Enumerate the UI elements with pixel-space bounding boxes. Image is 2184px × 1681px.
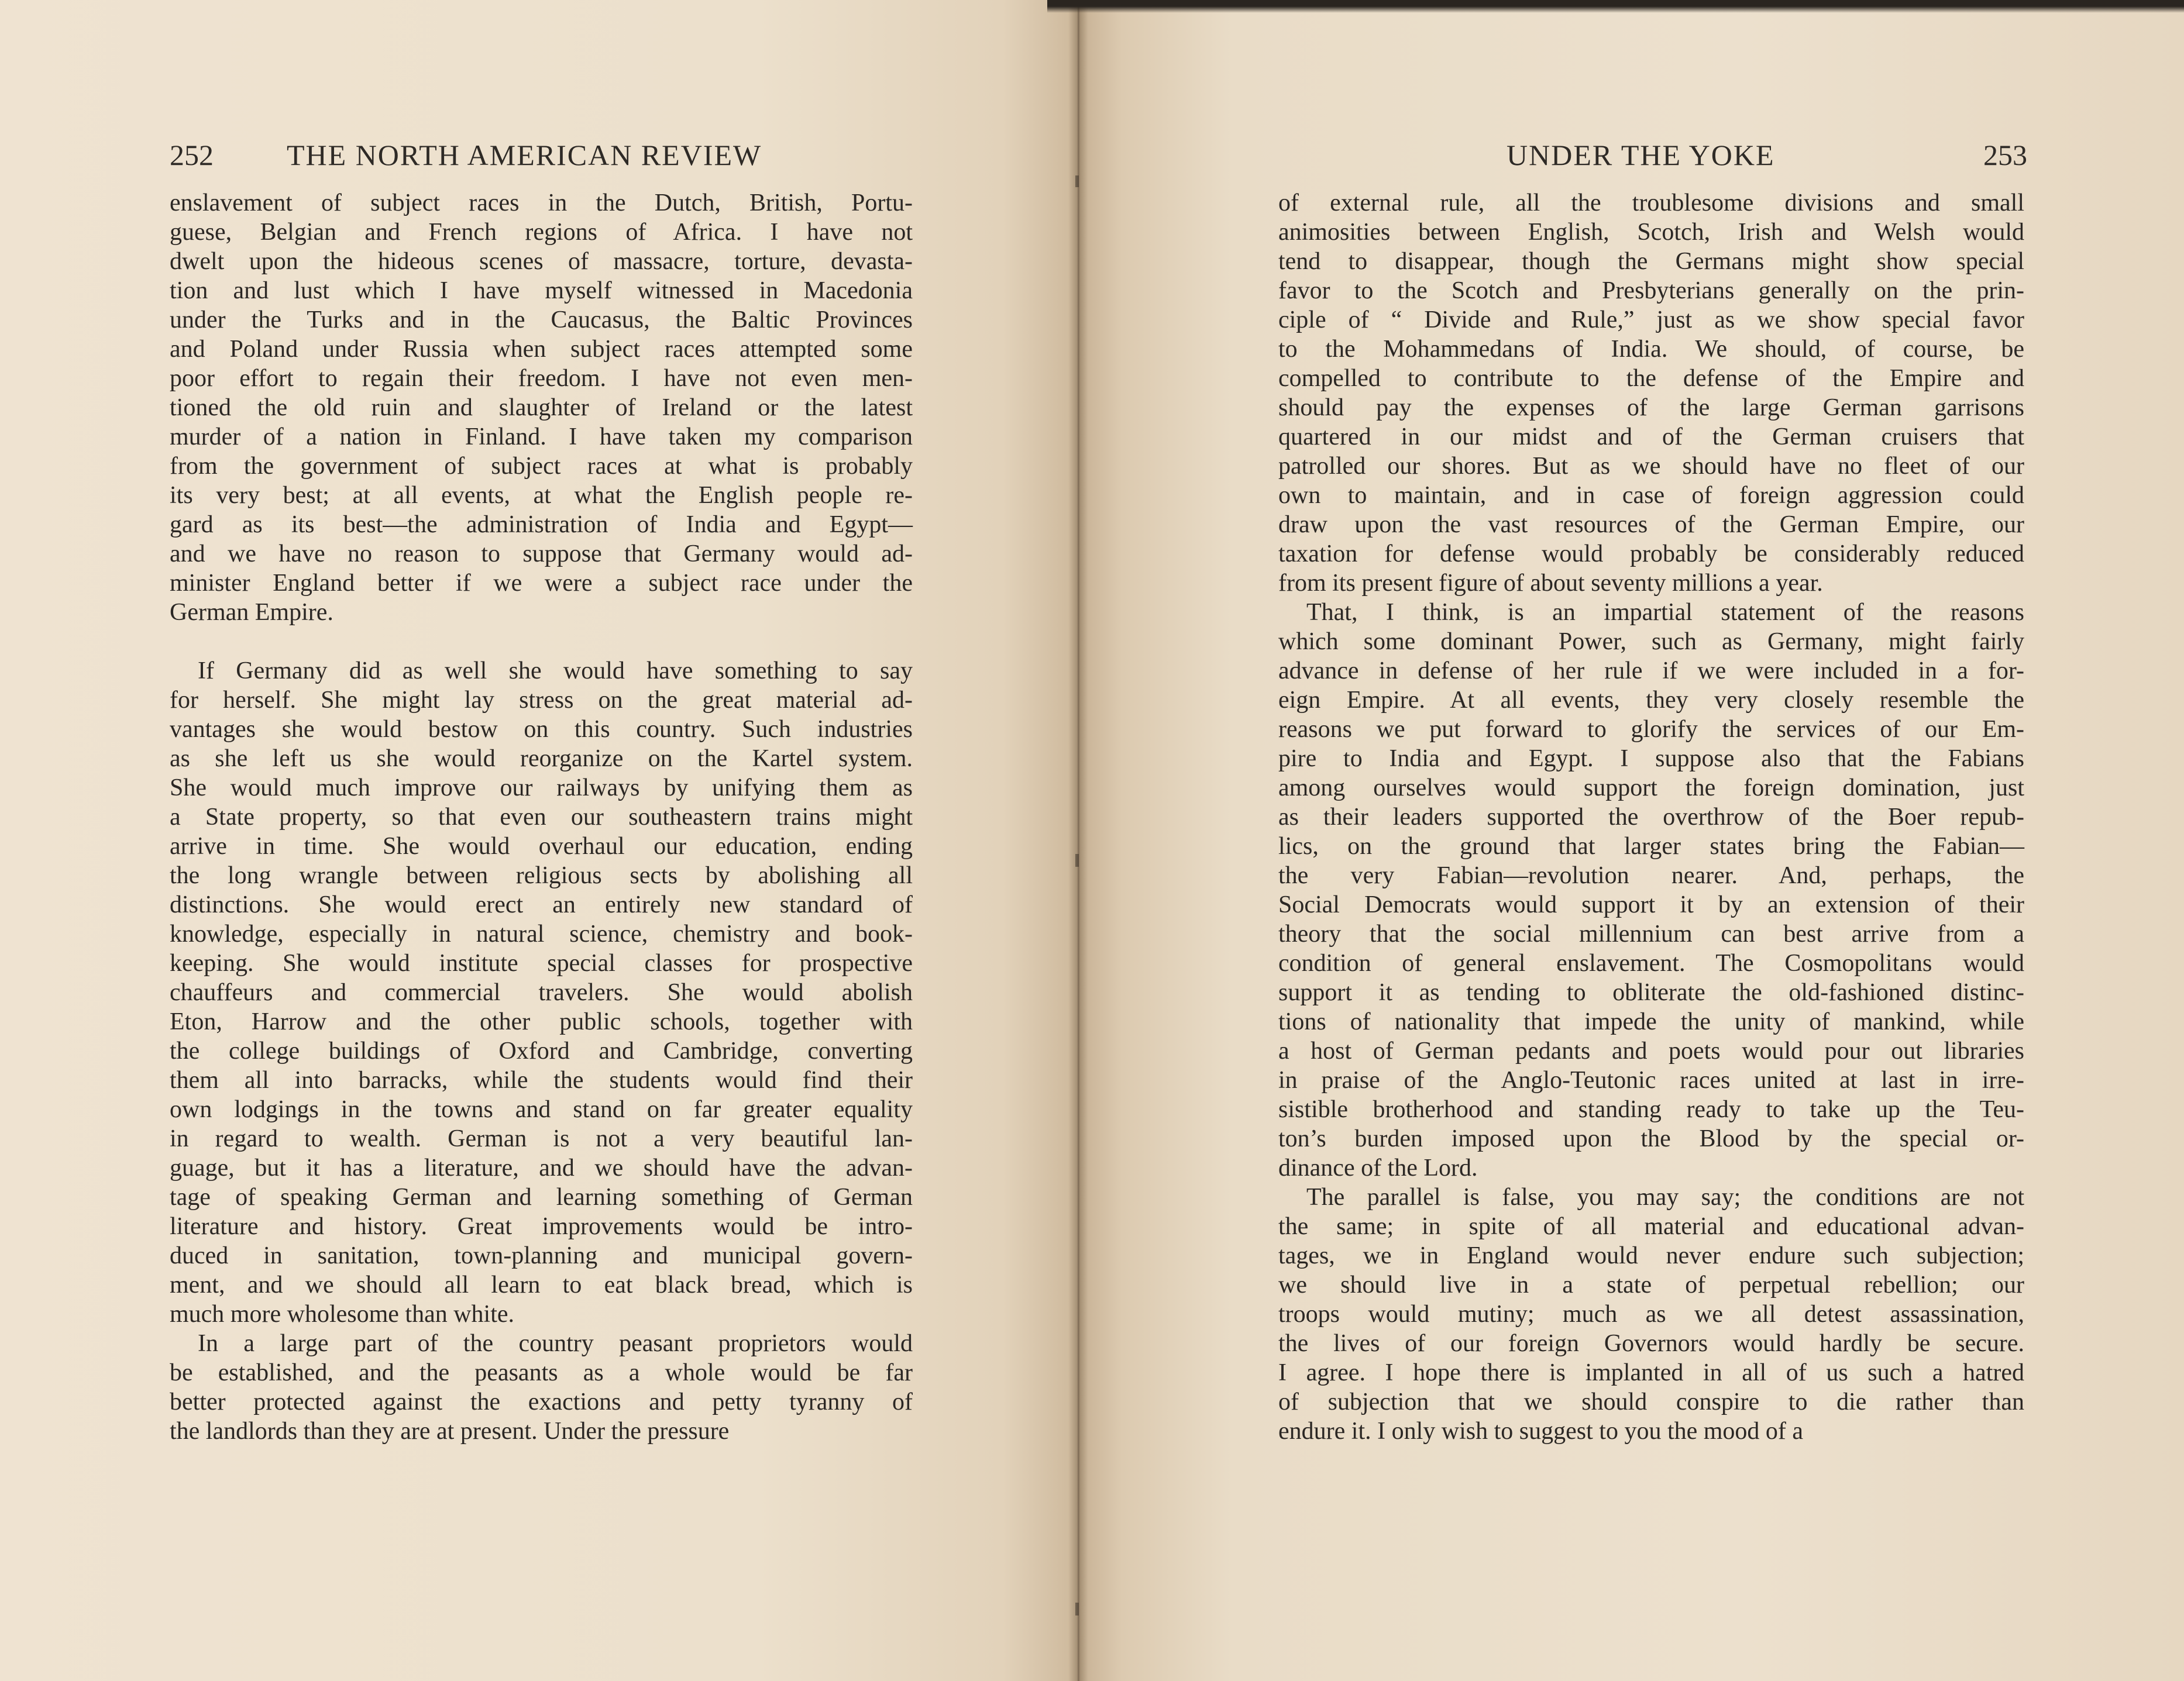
right-body-text (1278, 188, 2024, 1446)
left-body-text (170, 188, 913, 1446)
text-line: tage of speaking German and learning something of German (170, 1184, 913, 1211)
text-line: as their leaders supported the overthrow of the Boer repub- (1278, 804, 2024, 831)
paragraph (1278, 598, 2024, 1183)
text-line: sistible brotherhood and standing ready to take up the Teu- (1278, 1096, 2024, 1123)
text-line: we should live in a state of perpetual rebellion; our (1278, 1272, 2024, 1298)
top-edge-shadow (1047, 0, 2184, 13)
text-line: its very best; at all events, at what the English people re- (170, 482, 913, 509)
text-line: support it as tending to obliterate the old-fashioned distinc- (1278, 979, 2024, 1006)
text-line: the same; in spite of all material and educational advan- (1278, 1213, 2024, 1240)
left-page (0, 0, 1078, 1681)
text-line: keeping. She would institute special classes for prospective (170, 950, 913, 977)
text-line: poor effort to regain their freedom. I have not even men- (170, 365, 913, 392)
text-line: German Empire. (170, 599, 333, 626)
text-line: tend to disappear, though the Germans might show special (1278, 248, 2024, 275)
text-line: lics, on the ground that larger states bring the Fabian— (1278, 833, 2024, 860)
paragraph (170, 1329, 913, 1446)
right-running-title: UNDER THE YOKE (1507, 139, 1775, 171)
text-line: from its present figure of about seventy millions a year. (1278, 570, 1823, 597)
text-line: In a large part of the country peasant proprietors would (198, 1330, 913, 1357)
text-line: Social Democrats would support it by an extension of their (1278, 891, 2024, 918)
binding-mark (1075, 1603, 1079, 1615)
text-line: under the Turks and in the Caucasus, the Baltic Provinces (170, 306, 913, 333)
text-line: vantages she would bestow on this country. Such industries (170, 716, 913, 743)
paragraph (1278, 188, 2024, 598)
text-line: as she left us she would reorganize on the Kartel system. (170, 745, 913, 772)
right-page-number: 253 (1983, 139, 2027, 171)
text-line: among ourselves would support the foreign domination, just (1278, 774, 2024, 801)
text-line: of subjection that we should conspire to die rather than (1278, 1389, 2024, 1415)
text-line: a State property, so that even our southeastern trains might (170, 804, 913, 831)
text-line: The parallel is false, you may say; the conditions are not (1306, 1184, 2024, 1211)
text-line: the very Fabian—revolution nearer. And, perhaps, the (1278, 862, 2024, 889)
text-line: literature and history. Great improvements would be intro- (170, 1213, 913, 1240)
text-line: better protected against the exactions and petty tyranny of (170, 1389, 913, 1415)
text-line: tioned the old ruin and slaughter of Ireland or the latest (170, 394, 913, 421)
text-line: the college buildings of Oxford and Cambridge, converting (170, 1038, 913, 1065)
text-line: be established, and the peasants as a whole would be far (170, 1359, 913, 1386)
text-line: animosities between English, Scotch, Irish and Welsh would (1278, 219, 2024, 246)
text-line: should pay the expenses of the large German garrisons (1278, 394, 2024, 421)
text-line: much more wholesome than white. (170, 1301, 515, 1328)
text-line: ton’s burden imposed upon the Blood by the special or- (1278, 1125, 2024, 1152)
text-line: She would much improve our railways by unifying them as (170, 774, 913, 801)
text-line: That, I think, is an impartial statement of the reasons (1306, 599, 2024, 626)
text-line: advance in defense of her rule if we were included in a for- (1278, 657, 2024, 684)
text-line: tion and lust which I have myself witnessed in Macedonia (170, 277, 913, 304)
text-line: troops would mutiny; much as we all detest assassination, (1278, 1301, 2024, 1328)
text-line: dwelt upon the hideous scenes of massacre, torture, devasta- (170, 248, 913, 275)
text-line: a host of German pedants and poets would pour out libraries (1278, 1038, 2024, 1065)
text-line: pire to India and Egypt. I suppose also that the Fabians (1278, 745, 2024, 772)
text-line: murder of a nation in Finland. I have taken my comparison (170, 423, 913, 450)
text-line: own to maintain, and in case of foreign aggression could (1278, 482, 2024, 509)
text-line: of external rule, all the troublesome divisions and small (1278, 190, 2024, 216)
text-line: chauffeurs and commercial travelers. She would abolish (170, 979, 913, 1006)
text-line: favor to the Scotch and Presbyterians generally on the prin- (1278, 277, 2024, 304)
text-line: in praise of the Anglo-Teutonic races united at last in irre- (1278, 1067, 2024, 1094)
text-line: in regard to wealth. German is not a very beautiful lan- (170, 1125, 913, 1152)
text-line: guage, but it has a literature, and we should have the advan- (170, 1155, 913, 1181)
book-gutter (1068, 0, 1088, 1681)
text-line: endure it. I only wish to suggest to you the mood of a (1278, 1418, 1804, 1445)
text-line: and Poland under Russia when subject races attempted some (170, 336, 913, 363)
text-line: own lodgings in the towns and stand on far greater equality (170, 1096, 913, 1123)
text-line: theory that the social millennium can best arrive from a (1278, 921, 2024, 948)
text-line: condition of general enslavement. The Cosmopolitans would (1278, 950, 2024, 977)
right-page (1078, 0, 2184, 1681)
text-line: knowledge, especially in natural science, chemistry and book- (170, 921, 913, 948)
text-line: which some dominant Power, such as Germany, might fairly (1278, 628, 2024, 655)
text-line: minister England better if we were a subject race under the (170, 570, 913, 597)
left-page-number: 252 (170, 139, 214, 171)
text-line: from the government of subject races at what is probably (170, 453, 913, 480)
paragraph (170, 188, 913, 627)
text-line: dinance of the Lord. (1278, 1155, 1478, 1181)
text-line: the landlords than they are at present. Under the pressure (170, 1418, 730, 1445)
binding-mark (1075, 175, 1079, 187)
left-running-title: THE NORTH AMERICAN REVIEW (287, 139, 762, 171)
text-line: Eton, Harrow and the other public schools, together with (170, 1008, 913, 1035)
left-running-head (170, 138, 924, 185)
text-line: I agree. I hope there is implanted in all of us such a hatred (1278, 1359, 2024, 1386)
text-line: eign Empire. At all events, they very closely resemble the (1278, 687, 2024, 714)
text-line: enslavement of subject races in the Dutch, British, Portu- (170, 190, 913, 216)
text-line: arrive in time. She would overhaul our education, ending (170, 833, 913, 860)
text-line: for herself. She might lay stress on the great material ad- (170, 687, 913, 714)
paragraph (170, 656, 913, 1329)
text-line: If Germany did as well she would have something to say (198, 657, 913, 684)
text-line: ciple of “ Divide and Rule,” just as we show special favor (1278, 306, 2024, 333)
text-line: draw upon the vast resources of the German Empire, our (1278, 511, 2024, 538)
text-line: and we have no reason to suppose that Germany would ad- (170, 540, 913, 567)
text-line: them all into barracks, while the students would find their (170, 1067, 913, 1094)
text-line: gard as its best—the administration of India and Egypt— (170, 511, 913, 538)
text-line: tages, we in England would never endure such subjection; (1278, 1242, 2024, 1269)
text-line: guese, Belgian and French regions of Africa. I have not (170, 219, 913, 246)
text-line: duced in sanitation, town-planning and municipal govern- (170, 1242, 913, 1269)
text-line: tions of nationality that impede the unity of mankind, while (1278, 1008, 2024, 1035)
text-line: reasons we put forward to glorify the services of our Em- (1278, 716, 2024, 743)
paragraph (1278, 1183, 2024, 1446)
text-line: taxation for defense would probably be considerably reduced (1278, 540, 2024, 567)
text-line: ment, and we should all learn to eat black bread, which is (170, 1272, 913, 1298)
text-line: quartered in our midst and of the German cruisers that (1278, 423, 2024, 450)
text-line: distinctions. She would erect an entirely new standard of (170, 891, 913, 918)
text-line: the long wrangle between religious sects by abolishing all (170, 862, 913, 889)
text-line: the lives of our foreign Governors would hardly be secure. (1278, 1330, 2024, 1357)
right-running-head (1278, 138, 2027, 185)
text-line: patrolled our shores. But as we should have no fleet of our (1278, 453, 2024, 480)
text-line: to the Mohammedans of India. We should, of course, be (1278, 336, 2024, 363)
paragraph-gap (170, 627, 913, 656)
text-line: compelled to contribute to the defense of the Empire and (1278, 365, 2024, 392)
binding-mark (1075, 854, 1079, 867)
